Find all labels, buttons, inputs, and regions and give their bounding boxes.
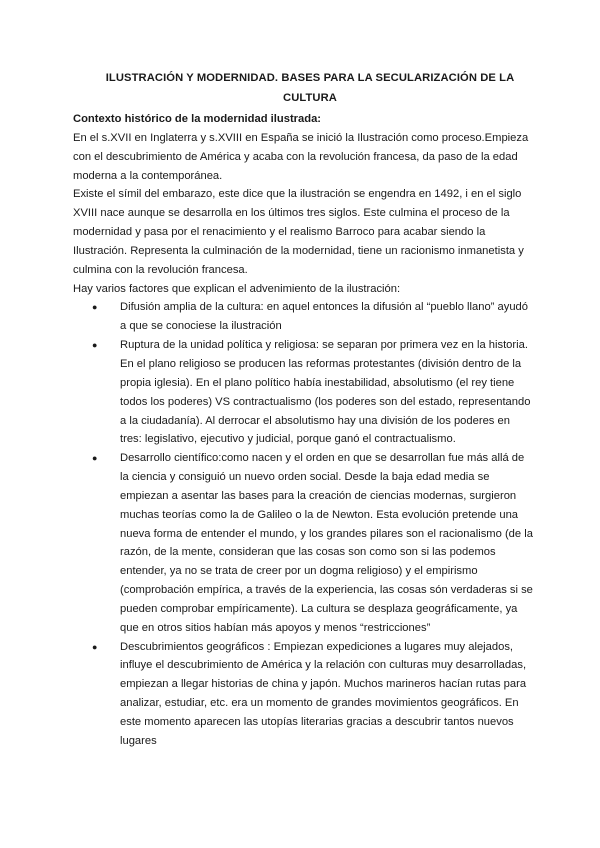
list-intro: Hay varios factores que explican el advenimiento de la ilustración:: [73, 282, 401, 295]
document-title: ILUSTRACIÓN Y MODERNIDAD. BASES PARA LA SECULARIZACIÓN DE LA CULTURA: [105, 72, 515, 104]
paragraph: Existe el símil del embarazo, este dice que la ilustración se engendra en 1492, i en el siglo XVIII nace aunque se desarrolla en los últimos tres siglos. Este culmina el proceso de la modernidad y pasa por el renacimiento y el realismo Barroco para acabar siendo la Ilustración. Representa la culminación de la modernidad, tiene un racionismo inmanetista y culmina con la revolución francesa.: [73, 188, 524, 276]
list-item-text: Desarrollo científico:como nacen y el orden en que se desarrollan fue más allá de la ciencia y consiguió un nuevo orden social. Desde la baja edad media se empiezan a asentar las bases para la creación de ciencias modernas, surgieron muchas teorías como la de Galileo o la de Newton. Esta evolución pretende una nueva forma de entender el mundo, y los grandes pilares son el racionalismo (de la razón, de la mente, consideran que las cosas son como son si las podemos entender, ya no se trata de creer por un dogma religioso) y el empirismo (comprobación empírica, a través de la experiencia, las cosas són verdaderas si se pueden comprobar empíricamente). La cultura se desplaza geográficamente, ya que en otros sitios habían más apoyos y menos “restricciones”: [120, 452, 533, 634]
list-item: [73, 298, 533, 336]
bullet-icon: ●: [92, 641, 98, 652]
section-heading: Contexto histórico de la modernidad ilustrada:: [73, 113, 322, 125]
list-item-text: Ruptura de la unidad política y religiosa: se separan por primera vez en la historia. En el plano religioso se producen las reformas protestantes (división dentro de la propia iglesia). En el plano político había inestabilidad, absolutismo (el rey tiene todos los poderes) VS contractualismo (los poderes son del estado, representando a la ciudadanía). Al derrocar el absolutismo hay una división de los poderes en tres: legislativo, ejecutivo y judicial, porque ganó el contractualismo.: [120, 339, 531, 446]
bullet-icon: ●: [92, 453, 98, 464]
paragraph: En el s.XVII en Inglaterra y s.XVIII en España se inició la Ilustración como proceso.Empieza con el descubrimiento de América y acaba con la revolución francesa, da paso de la edad moderna a la contemporánea.: [73, 131, 529, 182]
factors-list: [73, 298, 533, 750]
document-body: [73, 110, 533, 751]
bullet-icon: ●: [92, 340, 98, 351]
list-item: [73, 449, 533, 637]
list-item-text: Difusión amplia de la cultura: en aquel entonces la difusión al “pueblo llano” ayudó a que se conociese la ilustración: [120, 301, 528, 333]
list-item: [73, 638, 533, 751]
list-item: [73, 336, 533, 449]
bullet-icon: ●: [92, 302, 98, 313]
list-item-text: Descubrimientos geográficos : Empiezan expediciones a lugares muy alejados, influye el descubrimiento de América y la relación con culturas muy desarrolladas, empiezan a llegar historias de china y japón. Muchos marineros hacían rutas para analizar, estudiar, etc. era un momento de grandes movimientos geográficos. En este momento aparecen las utopías literarias gracias a descubrir tantos nuevos lugares: [120, 640, 527, 747]
